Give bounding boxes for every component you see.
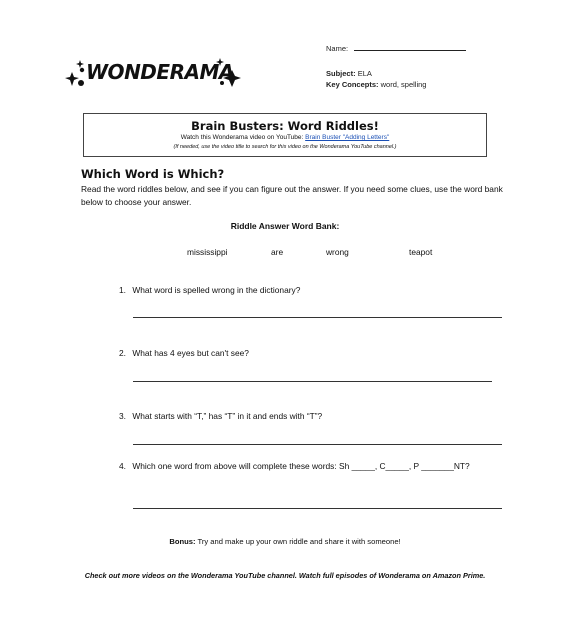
question-3 [119,411,322,421]
concepts-row [326,80,426,89]
wonderama-logo [60,56,242,96]
footer-note: Check out more videos on the Wonderama YouTube channel. Watch full episodes of Wonderama on Amazon Prime. [84,571,486,580]
section-title: Which Word is Which? [81,167,225,181]
concepts-value: word, spelling [380,80,427,89]
watch-line [84,134,486,141]
instructions: Read the word riddles below, and see if you can figure out the answer. If you need some clues, use the word bank below to choose your answer. [81,184,503,207]
search-note: (If needed, use the video title to search for this video on the Wonderama YouTube channel.) [173,144,397,150]
word-bank-word: teapot [409,247,433,257]
watch-text: Watch this Wonderama video on YouTube: [180,134,304,141]
answer-line-4[interactable] [133,508,502,509]
question-text: What has 4 eyes but can't see? [132,348,249,358]
logo-wordmark: WONDERAMA [86,60,234,84]
activity-title: Brain Busters: Word Riddles! [191,119,379,133]
word-bank-word: mississippi [187,247,228,257]
subject-row [326,69,372,78]
name-field[interactable] [326,44,466,53]
activity-title-box [83,113,487,157]
question-number: 4. [119,461,126,471]
question-4 [119,461,470,471]
subject-label: Subject: [326,69,356,78]
bonus-text: Try and make up your own riddle and share it with someone! [197,537,401,546]
word-bank-word: wrong [326,247,349,257]
word-bank-title: Riddle Answer Word Bank: [230,221,340,231]
answer-line-3[interactable] [133,444,502,445]
concepts-label: Key Concepts: [326,80,379,89]
video-link[interactable]: Brain Buster "Adding Letters" [305,134,390,141]
question-number: 1. [119,285,126,295]
bonus-label: Bonus: [169,537,196,546]
name-label: Name: [326,44,349,53]
bonus-line [0,537,570,546]
question-text: Which one word from above will complete these words: Sh _____, C_____, P _______NT? [132,461,470,471]
question-text: What word is spelled wrong in the dictionary? [132,285,301,295]
answer-line-1[interactable] [133,317,502,318]
answer-line-2[interactable] [133,381,492,382]
question-number: 3. [119,411,126,421]
question-2 [119,348,249,358]
subject-value: ELA [357,69,372,78]
name-line [354,50,466,51]
question-text: What starts with “T,” has “T” in it and ends with “T”? [132,411,323,421]
word-bank-word: are [271,247,284,257]
question-number: 2. [119,348,126,358]
question-1 [119,285,300,295]
